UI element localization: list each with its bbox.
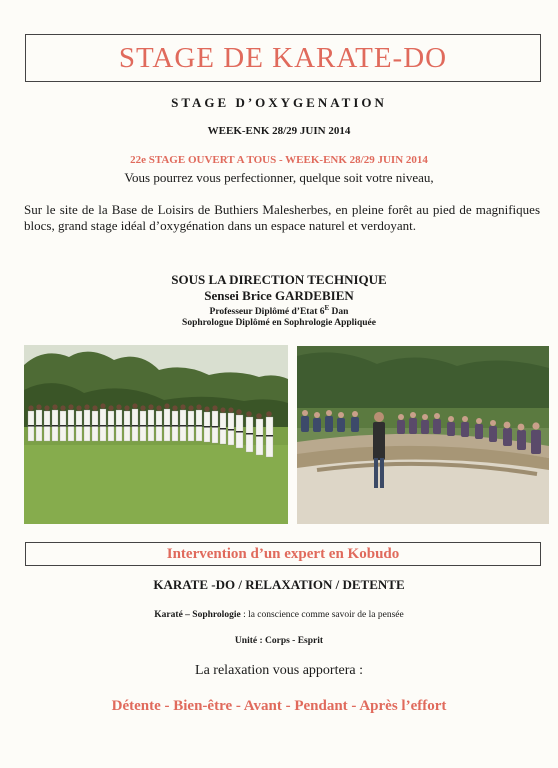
open-stage-line: 22e STAGE OUVERT A TOUS - WEEK-ENK 28/29 JUIN 2014 <box>130 154 428 166</box>
perfect-line: Vous pourrez vous perfectionner, quelque soit votre niveau, <box>124 170 434 185</box>
professor-suffix: Dan <box>329 307 349 318</box>
title-box <box>25 34 541 82</box>
week-dates: WEEK-ENK 28/29 JUIN 2014 <box>207 125 351 137</box>
expert-box <box>25 542 541 566</box>
sophrologie-rest: : la conscience comme savoir de la pensée <box>240 610 404 620</box>
amphitheatre-photo <box>297 346 549 524</box>
sensei-name: Sensei Brice GARDEBIEN <box>204 288 354 303</box>
professor-line <box>0 304 558 317</box>
relaxation-line: La relaxation vous apportera : <box>195 663 363 678</box>
page-title: STAGE DE KARATE-DO <box>118 41 448 74</box>
subtitle: STAGE D’OXYGENATION <box>171 95 387 110</box>
sophrologie-bold: Karaté – Sophrologie <box>154 610 241 620</box>
sophrologue-line: Sophrologue Diplômé en Sophrologie Appliquée <box>182 318 376 328</box>
dan-superscript: E <box>324 304 330 312</box>
program-heading: KARATE -DO / RELAXATION / DETENTE <box>153 577 405 592</box>
direction-heading: SOUS LA DIRECTION TECHNIQUE <box>171 272 387 287</box>
sophrologie-line <box>0 610 558 620</box>
group-photo <box>24 345 288 524</box>
expert-label: Intervention d’un expert en Kobudo <box>166 545 400 562</box>
benefits-line: Détente - Bien-être - Avant - Pendant - Après l’effort <box>111 698 447 714</box>
intro-paragraph: Sur le site de la Base de Loisirs de Buthiers Malesherbes, en pleine forêt au pied de magnifiques blocs, grand stage idéal d’oxygénation dans un espace naturel et verdoyant. <box>24 202 540 233</box>
professor-prefix: Professeur Diplômé d’Etat 6 <box>209 307 325 318</box>
unite-line: Unité : Corps - Esprit <box>234 636 324 646</box>
